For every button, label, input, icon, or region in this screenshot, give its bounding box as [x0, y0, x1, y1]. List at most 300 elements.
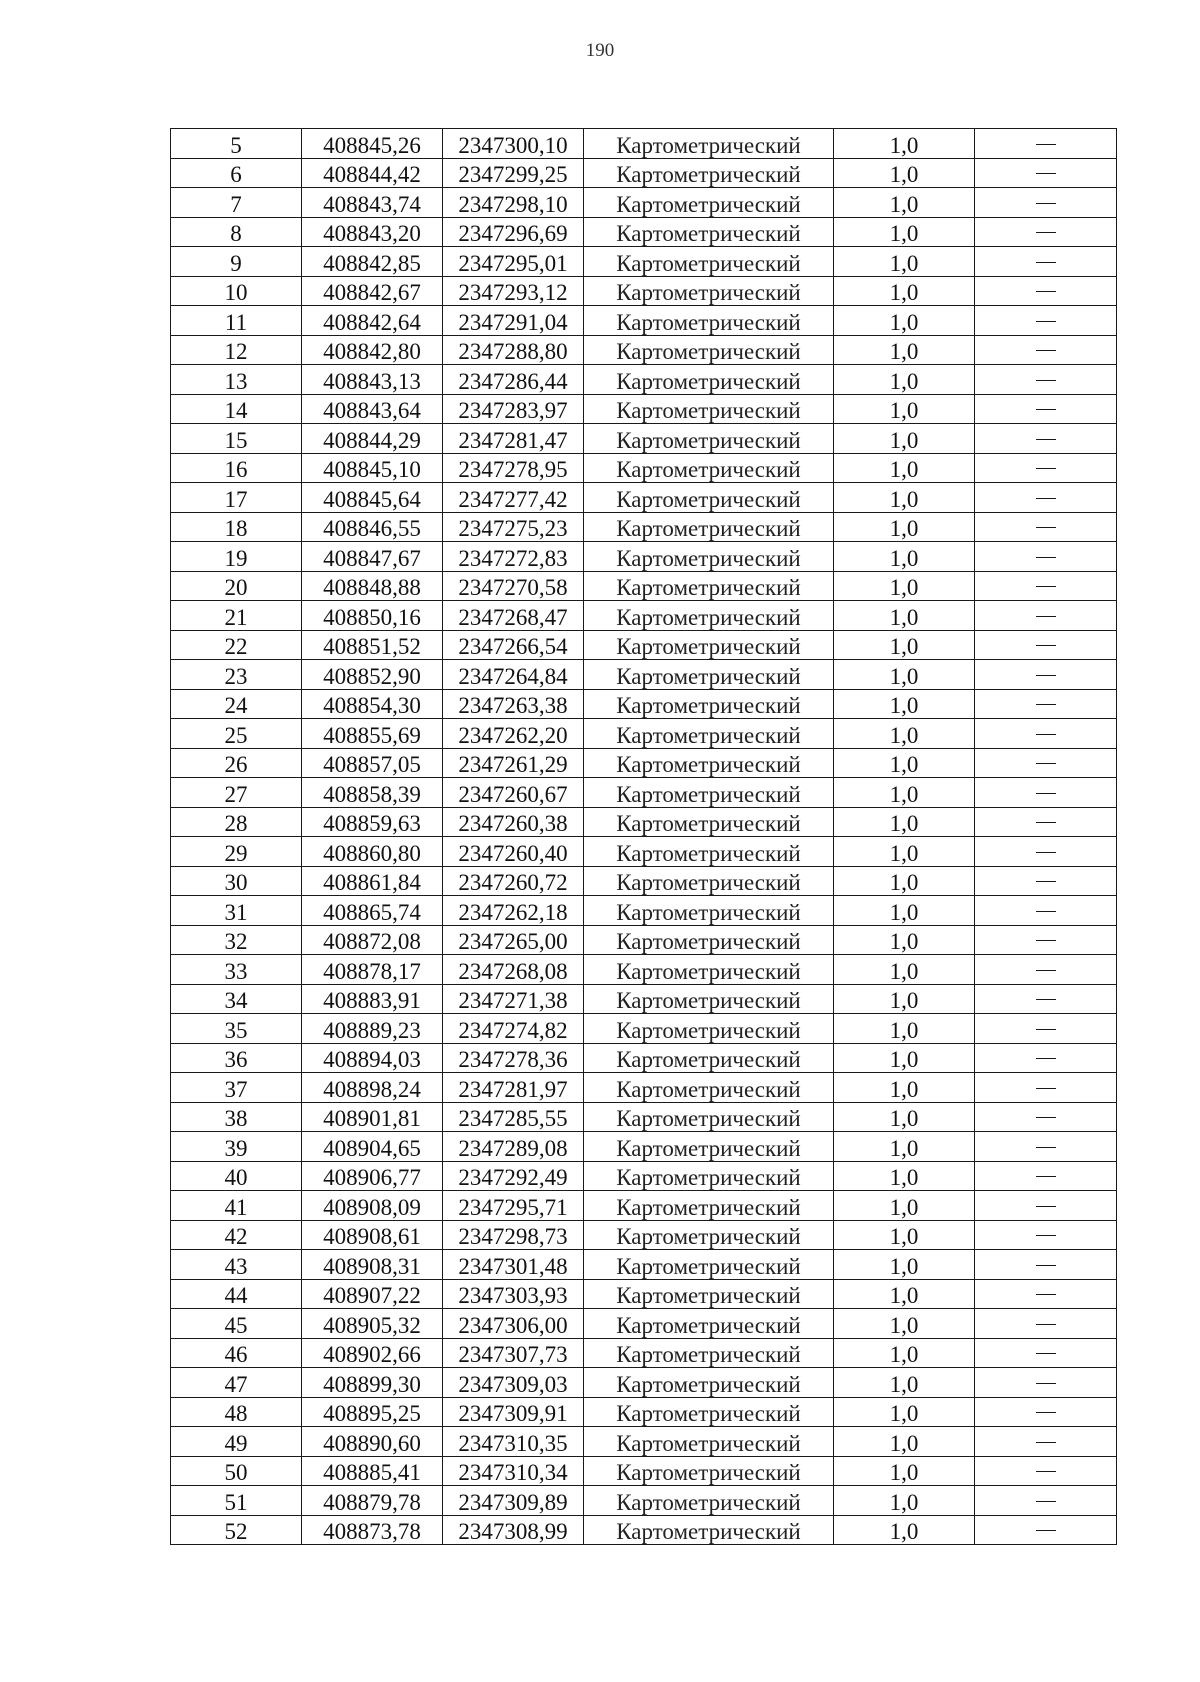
y-coordinate-cell: 2347307,73 — [443, 1338, 584, 1368]
x-coordinate-cell: 408908,31 — [302, 1250, 443, 1280]
x-coordinate-cell: 408906,77 — [302, 1161, 443, 1191]
x-coordinate-cell: 408846,55 — [302, 512, 443, 542]
note-text — [1056, 694, 1057, 695]
note-text — [1056, 222, 1057, 223]
dash-mark — [1036, 1501, 1056, 1502]
x-coordinate-cell: 408845,26 — [302, 129, 443, 159]
y-coordinate-cell: 2347293,12 — [443, 276, 584, 306]
error-cell: 1,0 — [834, 129, 975, 159]
note-cell — [975, 247, 1117, 277]
note-text — [1056, 901, 1057, 902]
dash-mark — [1036, 527, 1056, 528]
y-coordinate-cell: 2347261,29 — [443, 748, 584, 778]
method-cell: Картометрический — [584, 630, 834, 660]
error-cell: 1,0 — [834, 217, 975, 247]
x-coordinate-cell: 408878,17 — [302, 955, 443, 985]
y-coordinate-cell: 2347309,89 — [443, 1486, 584, 1516]
y-coordinate-cell: 2347309,91 — [443, 1397, 584, 1427]
point-number-cell: 13 — [171, 365, 302, 395]
y-coordinate-cell: 2347271,38 — [443, 984, 584, 1014]
y-coordinate-cell: 2347260,40 — [443, 837, 584, 867]
table-row — [171, 896, 1117, 926]
y-coordinate-cell: 2347300,10 — [443, 129, 584, 159]
error-cell: 1,0 — [834, 1043, 975, 1073]
method-cell: Картометрический — [584, 1309, 834, 1339]
coordinates-table — [170, 128, 1117, 1545]
error-cell: 1,0 — [834, 542, 975, 572]
y-coordinate-cell: 2347277,42 — [443, 483, 584, 513]
table-row — [171, 512, 1117, 542]
dash-mark — [1036, 1294, 1056, 1295]
method-cell: Картометрический — [584, 984, 834, 1014]
note-cell — [975, 1014, 1117, 1044]
method-cell: Картометрический — [584, 1132, 834, 1162]
error-cell: 1,0 — [834, 1132, 975, 1162]
error-cell: 1,0 — [834, 1486, 975, 1516]
method-cell: Картометрический — [584, 1043, 834, 1073]
dash-mark — [1036, 380, 1056, 381]
note-cell — [975, 512, 1117, 542]
note-cell — [975, 424, 1117, 454]
x-coordinate-cell: 408842,80 — [302, 335, 443, 365]
x-coordinate-cell: 408842,85 — [302, 247, 443, 277]
error-cell: 1,0 — [834, 1102, 975, 1132]
point-number-cell: 32 — [171, 925, 302, 955]
y-coordinate-cell: 2347291,04 — [443, 306, 584, 336]
table-row — [171, 1397, 1117, 1427]
point-number-cell: 51 — [171, 1486, 302, 1516]
method-cell: Картометрический — [584, 778, 834, 808]
note-cell — [975, 1043, 1117, 1073]
dash-mark — [1036, 439, 1056, 440]
x-coordinate-cell: 408845,64 — [302, 483, 443, 513]
point-number-cell: 25 — [171, 719, 302, 749]
table-row — [171, 217, 1117, 247]
table-row — [171, 129, 1117, 159]
dash-mark — [1036, 1530, 1056, 1531]
dash-mark — [1036, 173, 1056, 174]
note-text — [1056, 724, 1057, 725]
point-number-cell: 23 — [171, 660, 302, 690]
error-cell: 1,0 — [834, 1397, 975, 1427]
table-row — [171, 1338, 1117, 1368]
dash-mark — [1036, 291, 1056, 292]
point-number-cell: 48 — [171, 1397, 302, 1427]
point-number-cell: 47 — [171, 1368, 302, 1398]
note-text — [1056, 930, 1057, 931]
point-number-cell: 29 — [171, 837, 302, 867]
dash-mark — [1036, 232, 1056, 233]
error-cell: 1,0 — [834, 306, 975, 336]
y-coordinate-cell: 2347260,67 — [443, 778, 584, 808]
dash-mark — [1036, 616, 1056, 617]
y-coordinate-cell: 2347296,69 — [443, 217, 584, 247]
table-row — [171, 778, 1117, 808]
point-number-cell: 22 — [171, 630, 302, 660]
dash-mark — [1036, 940, 1056, 941]
note-text — [1056, 1078, 1057, 1079]
method-cell: Картометрический — [584, 306, 834, 336]
note-cell — [975, 1279, 1117, 1309]
method-cell: Картометрический — [584, 335, 834, 365]
error-cell: 1,0 — [834, 424, 975, 454]
table-row — [171, 1191, 1117, 1221]
x-coordinate-cell: 408857,05 — [302, 748, 443, 778]
x-coordinate-cell: 408879,78 — [302, 1486, 443, 1516]
table-row — [171, 306, 1117, 336]
table-row — [171, 1486, 1117, 1516]
method-cell: Картометрический — [584, 394, 834, 424]
note-text — [1056, 163, 1057, 164]
error-cell: 1,0 — [834, 689, 975, 719]
method-cell: Картометрический — [584, 512, 834, 542]
x-coordinate-cell: 408848,88 — [302, 571, 443, 601]
point-number-cell: 27 — [171, 778, 302, 808]
table-row — [171, 1043, 1117, 1073]
y-coordinate-cell: 2347286,44 — [443, 365, 584, 395]
point-number-cell: 45 — [171, 1309, 302, 1339]
error-cell: 1,0 — [834, 1279, 975, 1309]
x-coordinate-cell: 408889,23 — [302, 1014, 443, 1044]
table-row — [171, 365, 1117, 395]
error-cell: 1,0 — [834, 1427, 975, 1457]
dash-mark — [1036, 1353, 1056, 1354]
point-number-cell: 39 — [171, 1132, 302, 1162]
method-cell: Картометрический — [584, 188, 834, 218]
dash-mark — [1036, 1412, 1056, 1413]
error-cell: 1,0 — [834, 158, 975, 188]
point-number-cell: 21 — [171, 601, 302, 631]
table-row — [171, 1456, 1117, 1486]
x-coordinate-cell: 408865,74 — [302, 896, 443, 926]
dash-mark — [1036, 262, 1056, 263]
note-cell — [975, 276, 1117, 306]
x-coordinate-cell: 408844,42 — [302, 158, 443, 188]
method-cell: Картометрический — [584, 1397, 834, 1427]
table-row — [171, 660, 1117, 690]
error-cell: 1,0 — [834, 512, 975, 542]
dash-mark — [1036, 1206, 1056, 1207]
dash-mark — [1036, 852, 1056, 853]
y-coordinate-cell: 2347262,18 — [443, 896, 584, 926]
note-cell — [975, 1456, 1117, 1486]
coordinates-table-body — [171, 129, 1117, 1545]
method-cell: Картометрический — [584, 660, 834, 690]
note-text — [1056, 606, 1057, 607]
table-row — [171, 601, 1117, 631]
method-cell: Картометрический — [584, 866, 834, 896]
method-cell: Картометрический — [584, 1515, 834, 1545]
note-text — [1056, 547, 1057, 548]
error-cell: 1,0 — [834, 660, 975, 690]
table-row — [171, 453, 1117, 483]
table-row — [171, 1427, 1117, 1457]
error-cell: 1,0 — [834, 1220, 975, 1250]
x-coordinate-cell: 408851,52 — [302, 630, 443, 660]
method-cell: Картометрический — [584, 837, 834, 867]
point-number-cell: 30 — [171, 866, 302, 896]
dash-mark — [1036, 1117, 1056, 1118]
note-text — [1056, 1166, 1057, 1167]
point-number-cell: 8 — [171, 217, 302, 247]
error-cell: 1,0 — [834, 778, 975, 808]
x-coordinate-cell: 408898,24 — [302, 1073, 443, 1103]
point-number-cell: 52 — [171, 1515, 302, 1545]
y-coordinate-cell: 2347268,08 — [443, 955, 584, 985]
y-coordinate-cell: 2347264,84 — [443, 660, 584, 690]
error-cell: 1,0 — [834, 571, 975, 601]
table-row — [171, 1309, 1117, 1339]
method-cell: Картометрический — [584, 601, 834, 631]
method-cell: Картометрический — [584, 1250, 834, 1280]
y-coordinate-cell: 2347301,48 — [443, 1250, 584, 1280]
method-cell: Картометрический — [584, 925, 834, 955]
y-coordinate-cell: 2347283,97 — [443, 394, 584, 424]
note-cell — [975, 1220, 1117, 1250]
x-coordinate-cell: 408895,25 — [302, 1397, 443, 1427]
note-text — [1056, 1225, 1057, 1226]
method-cell: Картометрический — [584, 1486, 834, 1516]
table-row — [171, 1161, 1117, 1191]
x-coordinate-cell: 408901,81 — [302, 1102, 443, 1132]
point-number-cell: 5 — [171, 129, 302, 159]
method-cell: Картометрический — [584, 129, 834, 159]
y-coordinate-cell: 2347260,72 — [443, 866, 584, 896]
note-cell — [975, 1132, 1117, 1162]
note-text — [1056, 399, 1057, 400]
x-coordinate-cell: 408843,20 — [302, 217, 443, 247]
dash-mark — [1036, 586, 1056, 587]
method-cell: Картометрический — [584, 247, 834, 277]
x-coordinate-cell: 408908,61 — [302, 1220, 443, 1250]
note-cell — [975, 1338, 1117, 1368]
error-cell: 1,0 — [834, 1515, 975, 1545]
note-text — [1056, 576, 1057, 577]
note-text — [1056, 1373, 1057, 1374]
dash-mark — [1036, 409, 1056, 410]
note-cell — [975, 630, 1117, 660]
note-text — [1056, 429, 1057, 430]
note-cell — [975, 601, 1117, 631]
x-coordinate-cell: 408908,09 — [302, 1191, 443, 1221]
error-cell: 1,0 — [834, 719, 975, 749]
note-text — [1056, 1137, 1057, 1138]
y-coordinate-cell: 2347275,23 — [443, 512, 584, 542]
error-cell: 1,0 — [834, 1191, 975, 1221]
note-cell — [975, 748, 1117, 778]
y-coordinate-cell: 2347292,49 — [443, 1161, 584, 1191]
x-coordinate-cell: 408844,29 — [302, 424, 443, 454]
note-text — [1056, 635, 1057, 636]
x-coordinate-cell: 408860,80 — [302, 837, 443, 867]
point-number-cell: 36 — [171, 1043, 302, 1073]
y-coordinate-cell: 2347303,93 — [443, 1279, 584, 1309]
note-text — [1056, 1255, 1057, 1256]
method-cell: Картометрический — [584, 453, 834, 483]
note-cell — [975, 1309, 1117, 1339]
dash-mark — [1036, 1324, 1056, 1325]
note-cell — [975, 660, 1117, 690]
method-cell: Картометрический — [584, 896, 834, 926]
error-cell: 1,0 — [834, 276, 975, 306]
point-number-cell: 37 — [171, 1073, 302, 1103]
note-cell — [975, 1515, 1117, 1545]
method-cell: Картометрический — [584, 483, 834, 513]
note-cell — [975, 394, 1117, 424]
x-coordinate-cell: 408842,64 — [302, 306, 443, 336]
dash-mark — [1036, 1471, 1056, 1472]
error-cell: 1,0 — [834, 335, 975, 365]
error-cell: 1,0 — [834, 483, 975, 513]
point-number-cell: 38 — [171, 1102, 302, 1132]
table-row — [171, 1102, 1117, 1132]
y-coordinate-cell: 2347298,73 — [443, 1220, 584, 1250]
error-cell: 1,0 — [834, 925, 975, 955]
dash-mark — [1036, 1442, 1056, 1443]
dash-mark — [1036, 1147, 1056, 1148]
note-cell — [975, 542, 1117, 572]
note-text — [1056, 1343, 1057, 1344]
note-cell — [975, 129, 1117, 159]
x-coordinate-cell: 408843,74 — [302, 188, 443, 218]
note-text — [1056, 1048, 1057, 1049]
error-cell: 1,0 — [834, 188, 975, 218]
x-coordinate-cell: 408858,39 — [302, 778, 443, 808]
point-number-cell: 44 — [171, 1279, 302, 1309]
error-cell: 1,0 — [834, 365, 975, 395]
note-text — [1056, 1402, 1057, 1403]
note-text — [1056, 1196, 1057, 1197]
table-row — [171, 689, 1117, 719]
dash-mark — [1036, 763, 1056, 764]
note-cell — [975, 217, 1117, 247]
error-cell: 1,0 — [834, 1073, 975, 1103]
dash-mark — [1036, 1383, 1056, 1384]
y-coordinate-cell: 2347308,99 — [443, 1515, 584, 1545]
note-text — [1056, 665, 1057, 666]
note-text — [1056, 1432, 1057, 1433]
note-cell — [975, 1486, 1117, 1516]
note-cell — [975, 1102, 1117, 1132]
note-text — [1056, 281, 1057, 282]
method-cell: Картометрический — [584, 1014, 834, 1044]
note-text — [1056, 311, 1057, 312]
point-number-cell: 17 — [171, 483, 302, 513]
x-coordinate-cell: 408905,32 — [302, 1309, 443, 1339]
dash-mark — [1036, 793, 1056, 794]
error-cell: 1,0 — [834, 394, 975, 424]
point-number-cell: 34 — [171, 984, 302, 1014]
method-cell: Картометрический — [584, 719, 834, 749]
x-coordinate-cell: 408904,65 — [302, 1132, 443, 1162]
note-text — [1056, 1520, 1057, 1521]
dash-mark — [1036, 498, 1056, 499]
dash-mark — [1036, 1029, 1056, 1030]
note-cell — [975, 955, 1117, 985]
table-row — [171, 866, 1117, 896]
error-cell: 1,0 — [834, 807, 975, 837]
method-cell: Картометрический — [584, 571, 834, 601]
point-number-cell: 20 — [171, 571, 302, 601]
table-row — [171, 630, 1117, 660]
note-text — [1056, 488, 1057, 489]
table-row — [171, 424, 1117, 454]
point-number-cell: 24 — [171, 689, 302, 719]
note-text — [1056, 252, 1057, 253]
x-coordinate-cell: 408859,63 — [302, 807, 443, 837]
note-text — [1056, 1461, 1057, 1462]
page-number: 190 — [585, 40, 615, 61]
dash-mark — [1036, 1058, 1056, 1059]
y-coordinate-cell: 2347262,20 — [443, 719, 584, 749]
x-coordinate-cell: 408843,13 — [302, 365, 443, 395]
error-cell: 1,0 — [834, 748, 975, 778]
dash-mark — [1036, 350, 1056, 351]
table-row — [171, 394, 1117, 424]
table-row — [171, 542, 1117, 572]
note-cell — [975, 866, 1117, 896]
note-text — [1056, 989, 1057, 990]
method-cell: Картометрический — [584, 542, 834, 572]
note-text — [1056, 753, 1057, 754]
y-coordinate-cell: 2347272,83 — [443, 542, 584, 572]
table-row — [171, 1014, 1117, 1044]
error-cell: 1,0 — [834, 866, 975, 896]
note-text — [1056, 134, 1057, 135]
error-cell: 1,0 — [834, 1014, 975, 1044]
note-cell — [975, 158, 1117, 188]
method-cell: Картометрический — [584, 365, 834, 395]
method-cell: Картометрический — [584, 1279, 834, 1309]
note-cell — [975, 188, 1117, 218]
y-coordinate-cell: 2347310,35 — [443, 1427, 584, 1457]
method-cell: Картометрический — [584, 1368, 834, 1398]
y-coordinate-cell: 2347260,38 — [443, 807, 584, 837]
dash-mark — [1036, 999, 1056, 1000]
table-row — [171, 571, 1117, 601]
table-row — [171, 158, 1117, 188]
table-row — [171, 276, 1117, 306]
note-cell — [975, 1397, 1117, 1427]
y-coordinate-cell: 2347288,80 — [443, 335, 584, 365]
table-row — [171, 837, 1117, 867]
dash-mark — [1036, 675, 1056, 676]
note-cell — [975, 719, 1117, 749]
table-row — [171, 1250, 1117, 1280]
y-coordinate-cell: 2347274,82 — [443, 1014, 584, 1044]
dash-mark — [1036, 704, 1056, 705]
table-row — [171, 984, 1117, 1014]
method-cell: Картометрический — [584, 1073, 834, 1103]
dash-mark — [1036, 321, 1056, 322]
note-cell — [975, 571, 1117, 601]
method-cell: Картометрический — [584, 158, 834, 188]
error-cell: 1,0 — [834, 984, 975, 1014]
point-number-cell: 50 — [171, 1456, 302, 1486]
method-cell: Картометрический — [584, 1427, 834, 1457]
point-number-cell: 43 — [171, 1250, 302, 1280]
note-text — [1056, 812, 1057, 813]
error-cell: 1,0 — [834, 453, 975, 483]
dash-mark — [1036, 822, 1056, 823]
point-number-cell: 46 — [171, 1338, 302, 1368]
x-coordinate-cell: 408872,08 — [302, 925, 443, 955]
point-number-cell: 10 — [171, 276, 302, 306]
method-cell: Картометрический — [584, 1338, 834, 1368]
y-coordinate-cell: 2347309,03 — [443, 1368, 584, 1398]
error-cell: 1,0 — [834, 1368, 975, 1398]
dash-mark — [1036, 881, 1056, 882]
